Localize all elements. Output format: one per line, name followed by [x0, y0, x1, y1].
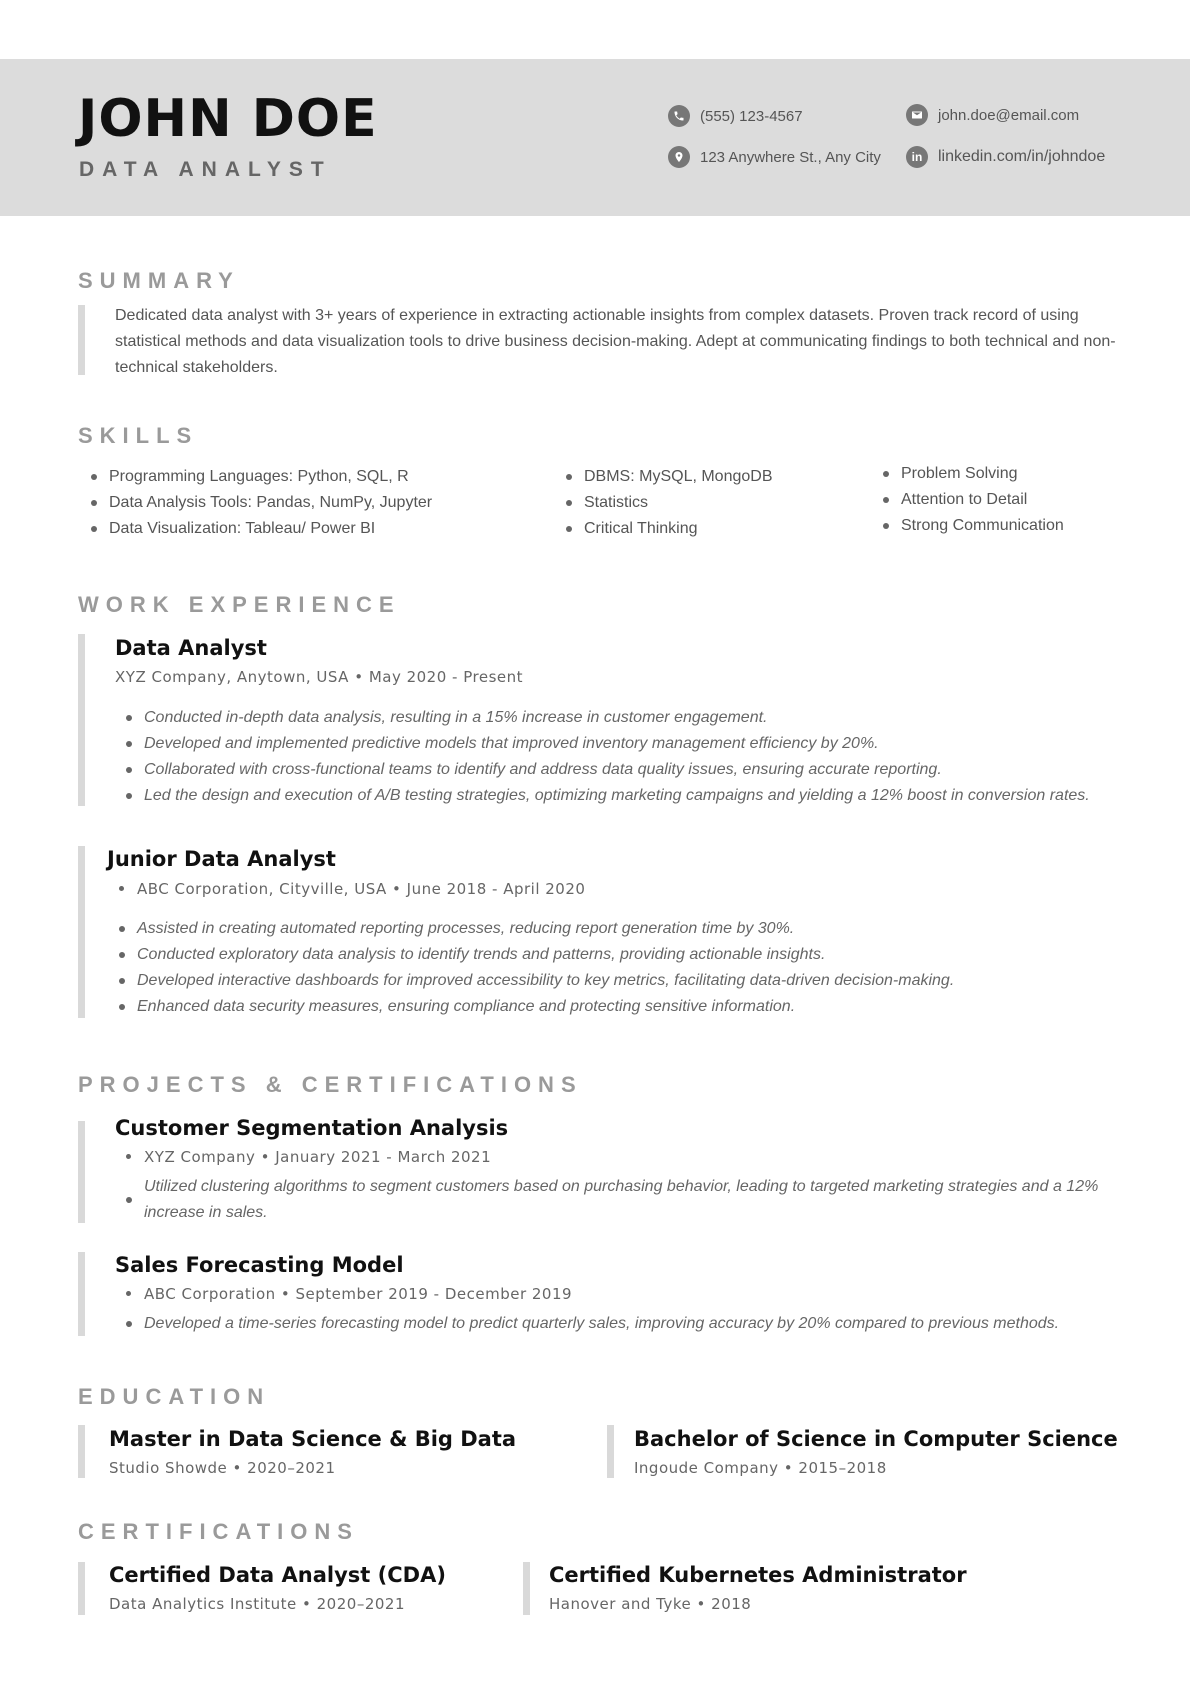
- contact-linkedin: [906, 146, 1105, 168]
- summary-heading: SUMMARY: [78, 268, 240, 293]
- candidate-role: DATA ANALYST: [79, 158, 332, 181]
- job-bullet: Developed interactive dashboards for improved accessibility to key metrics, facilitating data-driven decision-making.: [116, 968, 954, 994]
- skill-item: Problem Solving: [880, 461, 1064, 487]
- certification-title: Certified Data Analyst (CDA): [109, 1563, 446, 1587]
- education-degree: Bachelor of Science in Computer Science: [634, 1427, 1118, 1451]
- skills-column-1: [88, 464, 432, 542]
- education-meta: Ingoude Company • 2015–2018: [634, 1459, 887, 1477]
- project-meta: XYZ Company • January 2021 - March 2021: [123, 1148, 491, 1166]
- project-title: Sales Forecasting Model: [115, 1253, 404, 1277]
- job-bullet: Developed and implemented predictive models that improved inventory management efficiency by 20%.: [123, 731, 1090, 757]
- skills-heading: SKILLS: [78, 423, 199, 448]
- certification-accent-bar: [78, 1562, 85, 1615]
- project-bullet: Developed a time-series forecasting model to predict quarterly sales, improving accuracy by 20% compared to previous methods.: [123, 1311, 1059, 1337]
- skill-item: Critical Thinking: [563, 516, 773, 542]
- job-bullet: Conducted in-depth data analysis, resulting in a 15% increase in customer engagement.: [123, 705, 1090, 731]
- certification-meta: Hanover and Tyke • 2018: [549, 1595, 752, 1613]
- certifications-heading: CERTIFICATIONS: [78, 1519, 359, 1544]
- certification-meta: Data Analytics Institute • 2020–2021: [109, 1595, 405, 1613]
- education-heading: EDUCATION: [78, 1384, 271, 1409]
- projects-heading: PROJECTS & CERTIFICATIONS: [78, 1072, 583, 1097]
- project-accent-bar: [78, 1121, 85, 1223]
- job-bullet: Assisted in creating automated reporting processes, reducing report generation time by 30%.: [116, 916, 954, 942]
- job-meta: XYZ Company, Anytown, USA • May 2020 - Present: [115, 668, 523, 686]
- email-icon: [906, 104, 928, 126]
- project-accent-bar: [78, 1252, 85, 1336]
- job-bullet: Led the design and execution of A/B testing strategies, optimizing marketing campaigns and yielding a 12% boost in conversion rates.: [123, 783, 1090, 809]
- education-accent-bar: [607, 1425, 614, 1478]
- job-accent-bar: [78, 846, 85, 1018]
- job-title: Data Analyst: [115, 636, 267, 660]
- candidate-name: JOHN DOE: [78, 89, 378, 149]
- job-meta: ABC Corporation, Cityville, USA • June 2018 - April 2020: [116, 880, 585, 898]
- skill-item: Programming Languages: Python, SQL, R: [88, 464, 432, 490]
- phone-text[interactable]: (555) 123-4567: [700, 107, 803, 125]
- skill-item: Data Analysis Tools: Pandas, NumPy, Jupyter: [88, 490, 432, 516]
- skill-item: Statistics: [563, 490, 773, 516]
- certification-accent-bar: [523, 1562, 530, 1615]
- skill-item: Data Visualization: Tableau/ Power BI: [88, 516, 432, 542]
- contact-phone: [668, 105, 803, 127]
- email-link[interactable]: john.doe@email.com: [938, 106, 1080, 124]
- education-degree: Master in Data Science & Big Data: [109, 1427, 517, 1451]
- skill-item: Strong Communication: [880, 513, 1064, 539]
- address-text: 123 Anywhere St., Any City: [700, 148, 881, 166]
- skill-item: DBMS: MySQL, MongoDB: [563, 464, 773, 490]
- skills-column-3: [880, 461, 1064, 539]
- project-bullets: [123, 1311, 1059, 1337]
- job-bullets: [123, 705, 1090, 809]
- contact-address: [668, 146, 881, 168]
- phone-icon: [668, 105, 690, 127]
- contact-email: [906, 104, 1079, 126]
- summary-text: Dedicated data analyst with 3+ years of experience in extracting actionable insights from complex datasets. Proven track record of using statistical methods and data visualization tools to drive business decision-making. Adept at communicating findings to both technical and non-technical stakeholders.: [115, 307, 1116, 376]
- job-bullet: Enhanced data security measures, ensuring compliance and protecting sensitive information.: [116, 994, 954, 1020]
- summary-accent-bar: [78, 305, 85, 375]
- project-bullet: Utilized clustering algorithms to segment customers based on purchasing behavior, leading to targeted marketing strategies and a 12% increase in sales.: [123, 1174, 1108, 1226]
- location-pin-icon: [668, 146, 690, 168]
- job-title: Junior Data Analyst: [107, 847, 336, 871]
- certification-title: Certified Kubernetes Administrator: [549, 1563, 967, 1587]
- job-bullets: [116, 916, 954, 1020]
- skills-column-2: [563, 464, 773, 542]
- linkedin-link[interactable]: linkedin.com/in/johndoe: [938, 148, 1106, 165]
- project-title: Customer Segmentation Analysis: [115, 1116, 509, 1140]
- project-meta: ABC Corporation • September 2019 - December 2019: [123, 1285, 572, 1303]
- education-accent-bar: [78, 1425, 85, 1478]
- linkedin-icon: in: [906, 146, 928, 168]
- project-bullets: [123, 1174, 1108, 1226]
- job-bullet: Conducted exploratory data analysis to identify trends and patterns, providing actionable insights.: [116, 942, 954, 968]
- work-experience-heading: WORK EXPERIENCE: [78, 592, 401, 617]
- skill-item: Attention to Detail: [880, 487, 1064, 513]
- education-meta: Studio Showde • 2020–2021: [109, 1459, 336, 1477]
- job-accent-bar: [78, 634, 85, 806]
- job-bullet: Collaborated with cross-functional teams to identify and address data quality issues, ensuring accurate reporting.: [123, 757, 1090, 783]
